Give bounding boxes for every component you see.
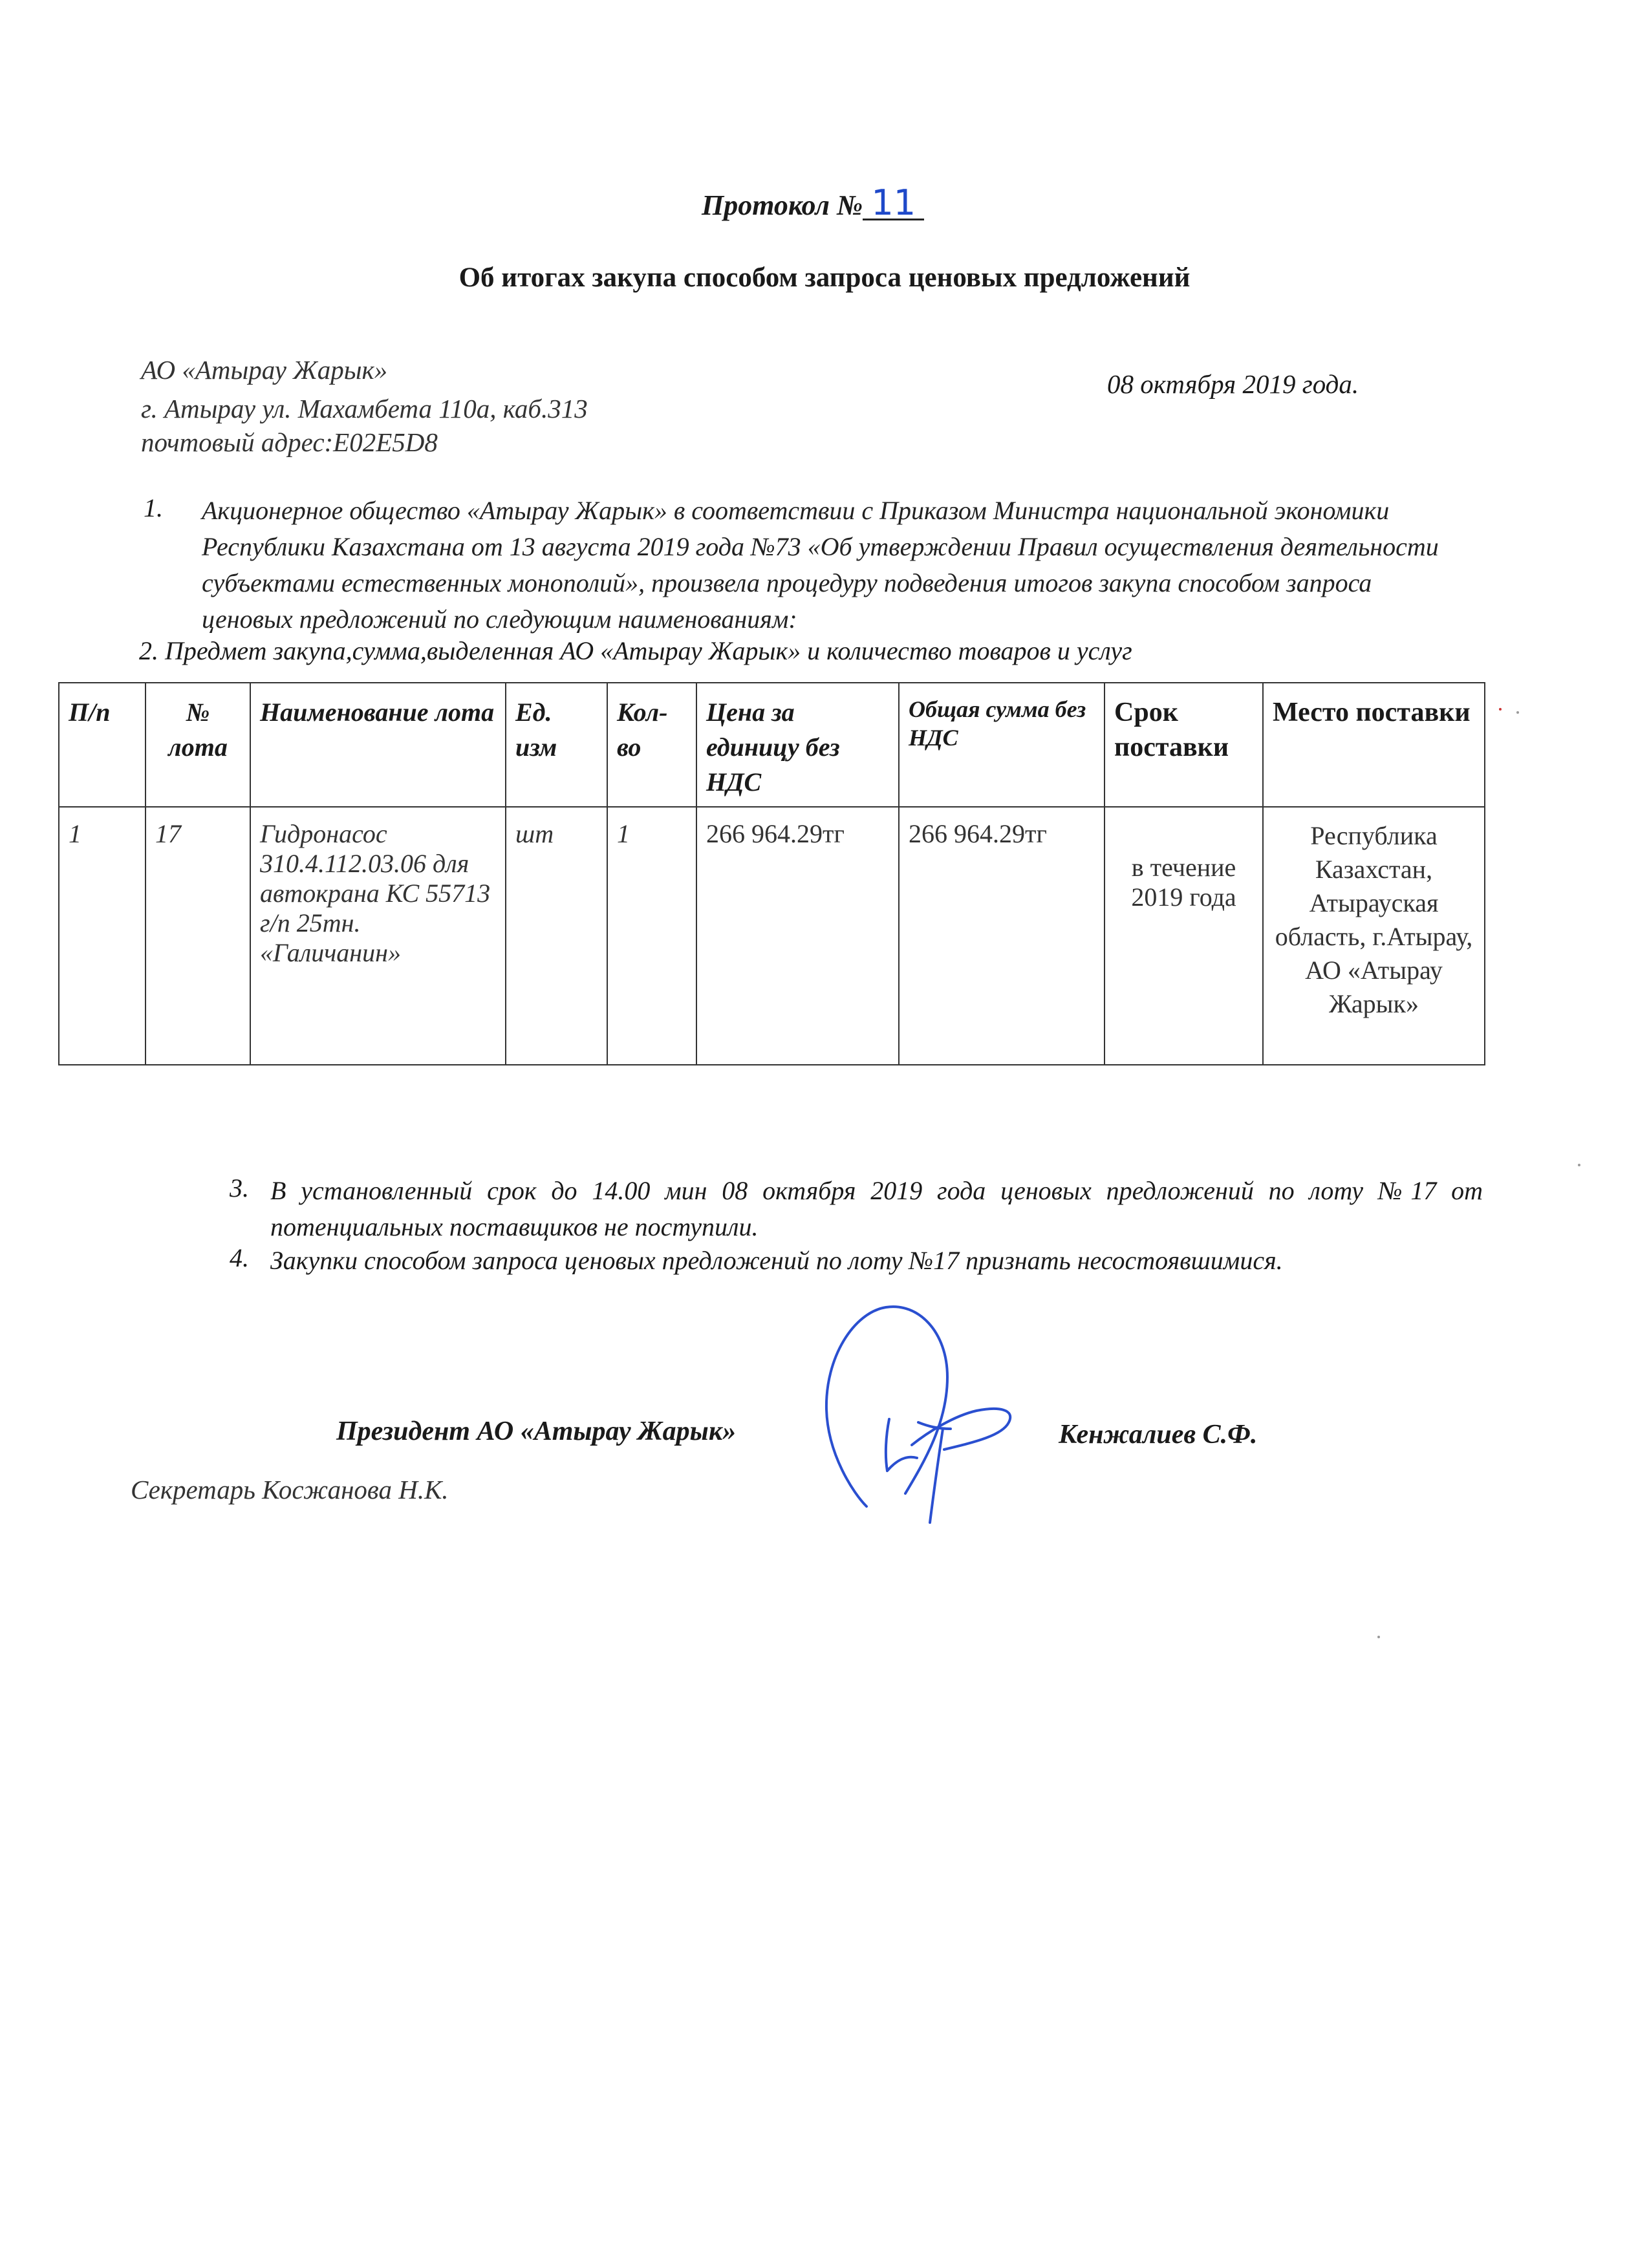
lots-table	[58, 682, 1485, 1065]
protocol-label: Протокол №	[702, 189, 863, 221]
document-date: 08 октября 2019 года.	[1107, 369, 1359, 399]
item-1-text: Акционерное общество «Атырау Жарык» в соответствии с Приказом Министра национальной экономики Республики Казахстана от 13 августа 2019 года №73 «Об утверждении Правил осуществления деятельности субъектами естественных монополий», произвела процедуру подведения итогов закупа способом запроса ценовых предложений по следующим наименованиям:	[202, 496, 1439, 634]
cell-lot-name: Гидронасос 310.4.112.03.06 для автокрана КС 55713 г/п 25тн. «Галичанин»	[250, 807, 506, 1065]
president-label: Президент АО «Атырау Жарык»	[336, 1417, 737, 1446]
cell-unit: шт	[506, 807, 607, 1065]
header-delivery-term: Срок поставки	[1105, 683, 1263, 807]
cell-unit-price: 266 964.29тг	[696, 807, 899, 1065]
cell-lot-number: 17	[146, 807, 250, 1065]
header-total-sum: Общая сумма без НДС	[899, 683, 1105, 807]
item-4-text: Закупки способом запроса ценовых предложений по лоту №17 признать несостоявшимися.	[270, 1246, 1283, 1275]
cell-quantity: 1	[607, 807, 696, 1065]
table-row	[59, 807, 1485, 1065]
cell-index: 1	[59, 807, 146, 1065]
header-quantity: Кол-во	[607, 683, 696, 807]
header-index: П/п	[59, 683, 146, 807]
scan-speck	[1516, 711, 1519, 714]
header-unit: Ед. изм	[506, 683, 607, 807]
header-lot-number: № лота	[146, 683, 250, 807]
header-unit-price: Цена за единицу без НДС	[696, 683, 899, 807]
org-street-address: г. Атырау ул. Махамбета 110а, каб.313	[141, 394, 588, 423]
protocol-heading	[702, 182, 924, 223]
president-name: Кенжалиев С.Ф.	[1059, 1420, 1258, 1450]
item-3-text: В установленный срок до 14.00 мин 08 октября 2019 года ценовых предложений по лоту №17 от потенциальных поставщиков не поступили.	[270, 1176, 1483, 1241]
item-4-number: 4.	[230, 1243, 249, 1272]
org-postal-address: почтовый адрес:E02E5D8	[141, 427, 438, 457]
item-1-number: 1.	[144, 493, 163, 522]
scan-speck	[1377, 1636, 1380, 1638]
secretary-label: Секретарь Косжанова Н.К.	[131, 1475, 449, 1504]
scan-speck	[1578, 1164, 1580, 1166]
org-name: АО «Атырау Жарык»	[141, 355, 388, 385]
handwritten-signature-icon	[815, 1300, 1048, 1532]
header-lot-name: Наименование лота	[250, 683, 506, 807]
cell-delivery-term: в течение 2019 года	[1105, 807, 1263, 1065]
cell-total-sum: 266 964.29тг	[899, 807, 1105, 1065]
item-3-number: 3.	[230, 1173, 249, 1203]
scan-speck	[1499, 708, 1502, 711]
header-delivery-place: Место поставки	[1263, 683, 1485, 807]
table-header-row	[59, 683, 1485, 807]
cell-delivery-place: Республика Казахстан, Атырауская область, г.Атырау, АО «Атырау Жарык»	[1263, 807, 1485, 1065]
item-2-text: 2. Предмет закупа,сумма,выделенная АО «Атырау Жарык» и количество товаров и услуг	[139, 636, 1132, 665]
protocol-number: 11	[863, 187, 924, 220]
document-title: Об итогах закупа способом запроса ценовых предложений	[458, 262, 1191, 293]
